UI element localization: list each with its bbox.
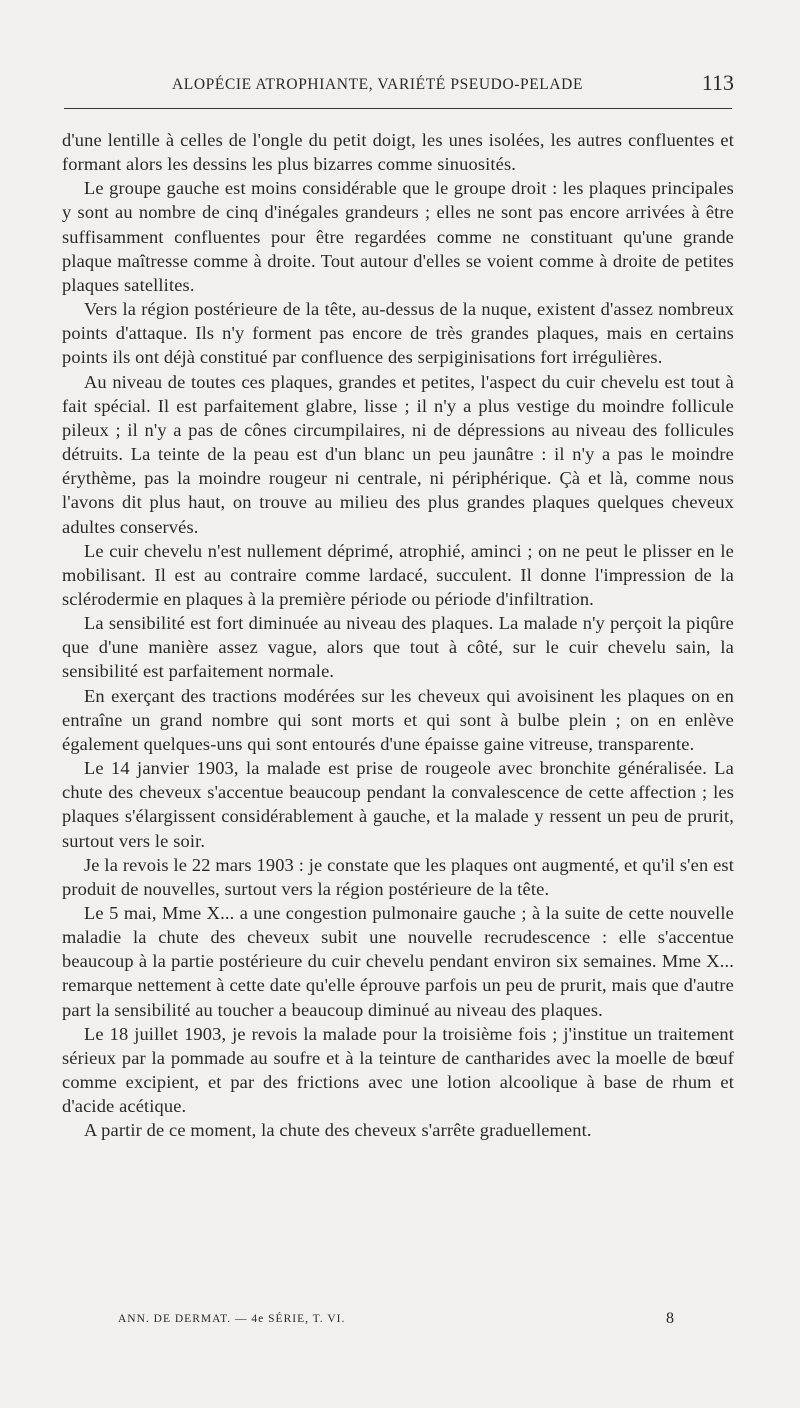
running-head (62, 70, 734, 100)
header-rule (64, 108, 732, 109)
paragraph: Le 14 janvier 1903, la malade est prise de rougeole avec bronchite généralisée. La chute des cheveux s'accentue beaucoup pendant la convalescence de cette affection ; les plaques s'élargissent considérablement à gauche, et la malade y ressent un peu de prurit, surtout vers le soir. (62, 758, 734, 851)
paragraph: A partir de ce moment, la chute des cheveux s'arrête graduellement. (84, 1120, 592, 1141)
paragraph: Au niveau de toutes ces plaques, grandes et petites, l'aspect du cuir chevelu est tout à fait spécial. Il est parfaitement glabre, lisse ; il n'y a plus vestige du moindre follicule pileux ; il n'y a pas de cônes circumpilaires, ni de dépressions au niveau des follicules détruits. La teinte de la peau est d'un blanc un peu jaunâtre : il n'y a pas le moindre érythème, pas la moindre rougeur ni centrale, ni périphérique. Çà et là, comme nous l'avons dit plus haut, on trouve au milieu des plus grandes plaques quelques cheveux adultes conservés. (62, 371, 734, 537)
running-title: ALOPÉCIE ATROPHIANTE, VARIÉTÉ PSEUDO-PELADE (172, 76, 584, 93)
paragraph: Le groupe gauche est moins considérable que le groupe droit : les plaques principales y sont au nombre de cinq d'inégales grandeurs ; elles ne sont pas encore arrivées à être suffisamment confluentes pour être regardées comme ne constituant qu'une grande plaque maîtresse comme à droite. Tout autour d'elles se voient comme à droite de petites plaques satellites. (62, 178, 734, 295)
page-number: 113 (701, 70, 734, 95)
journal-reference: ANN. DE DERMAT. — 4e SÉRIE, T. VI. (118, 1313, 346, 1325)
body-text (62, 128, 734, 1143)
paragraph: Le 18 juillet 1903, je revois la malade pour la troisième fois ; j'institue un traitement sérieux par la pommade au soufre et à la teinture de cantharides avec la moelle de bœuf comme excipient, et par des frictions avec une lotion alcoolique à base de rhum et d'acide acétique. (62, 1023, 734, 1117)
paragraph: Je la revois le 22 mars 1903 : je constate que les plaques ont augmenté, et qu'il s'en est produit de nouvelles, surtout vers la région postérieure de la tête. (62, 854, 734, 899)
signature-mark: 8 (666, 1310, 674, 1327)
page-footer (118, 1310, 674, 1330)
paragraph: En exerçant des tractions modérées sur les cheveux qui avoisinent les plaques on en entraîne un grand nombre qui sont morts et qui sont à bulbe plein ; on en enlève également quelques-uns qui sont entourés d'une épaisse gaine vitreuse, transparente. (62, 685, 734, 754)
paragraph: Le 5 mai, Mme X... a une congestion pulmonaire gauche ; à la suite de cette nouvelle maladie la chute des cheveux subit une nouvelle recrudescence : elle s'accentue beaucoup à la partie postérieure du cuir chevelu pendant environ six semaines. Mme X... remarque nettement à cette date qu'elle éprouve parfois un peu de prurit, mais que d'autre part la sensibilité au toucher a beaucoup diminué au niveau des plaques. (62, 903, 734, 1020)
paragraph-continued: d'une lentille à celles de l'ongle du petit doigt, les unes isolées, les autres confluentes et formant alors les dessins les plus bizarres comme sinuosités. (62, 130, 734, 175)
paragraph: La sensibilité est fort diminuée au niveau des plaques. La malade n'y perçoit la piqûre que d'une manière assez vague, alors que tout à côté, sur le cuir chevelu sain, la sensibilité est parfaitement normale. (62, 613, 734, 682)
paragraph: Vers la région postérieure de la tête, au-dessus de la nuque, existent d'assez nombreux points d'attaque. Ils n'y forment pas encore de très grandes plaques, mais en certains points ils ont déjà constitué par confluence des serpiginisations fort irrégulières. (62, 299, 734, 368)
paragraph: Le cuir chevelu n'est nullement déprimé, atrophié, aminci ; on ne peut le plisser en le mobilisant. Il est au contraire comme lardacé, succulent. Il donne l'impression de la sclérodermie en plaques à la première période ou période d'infiltration. (62, 540, 734, 609)
